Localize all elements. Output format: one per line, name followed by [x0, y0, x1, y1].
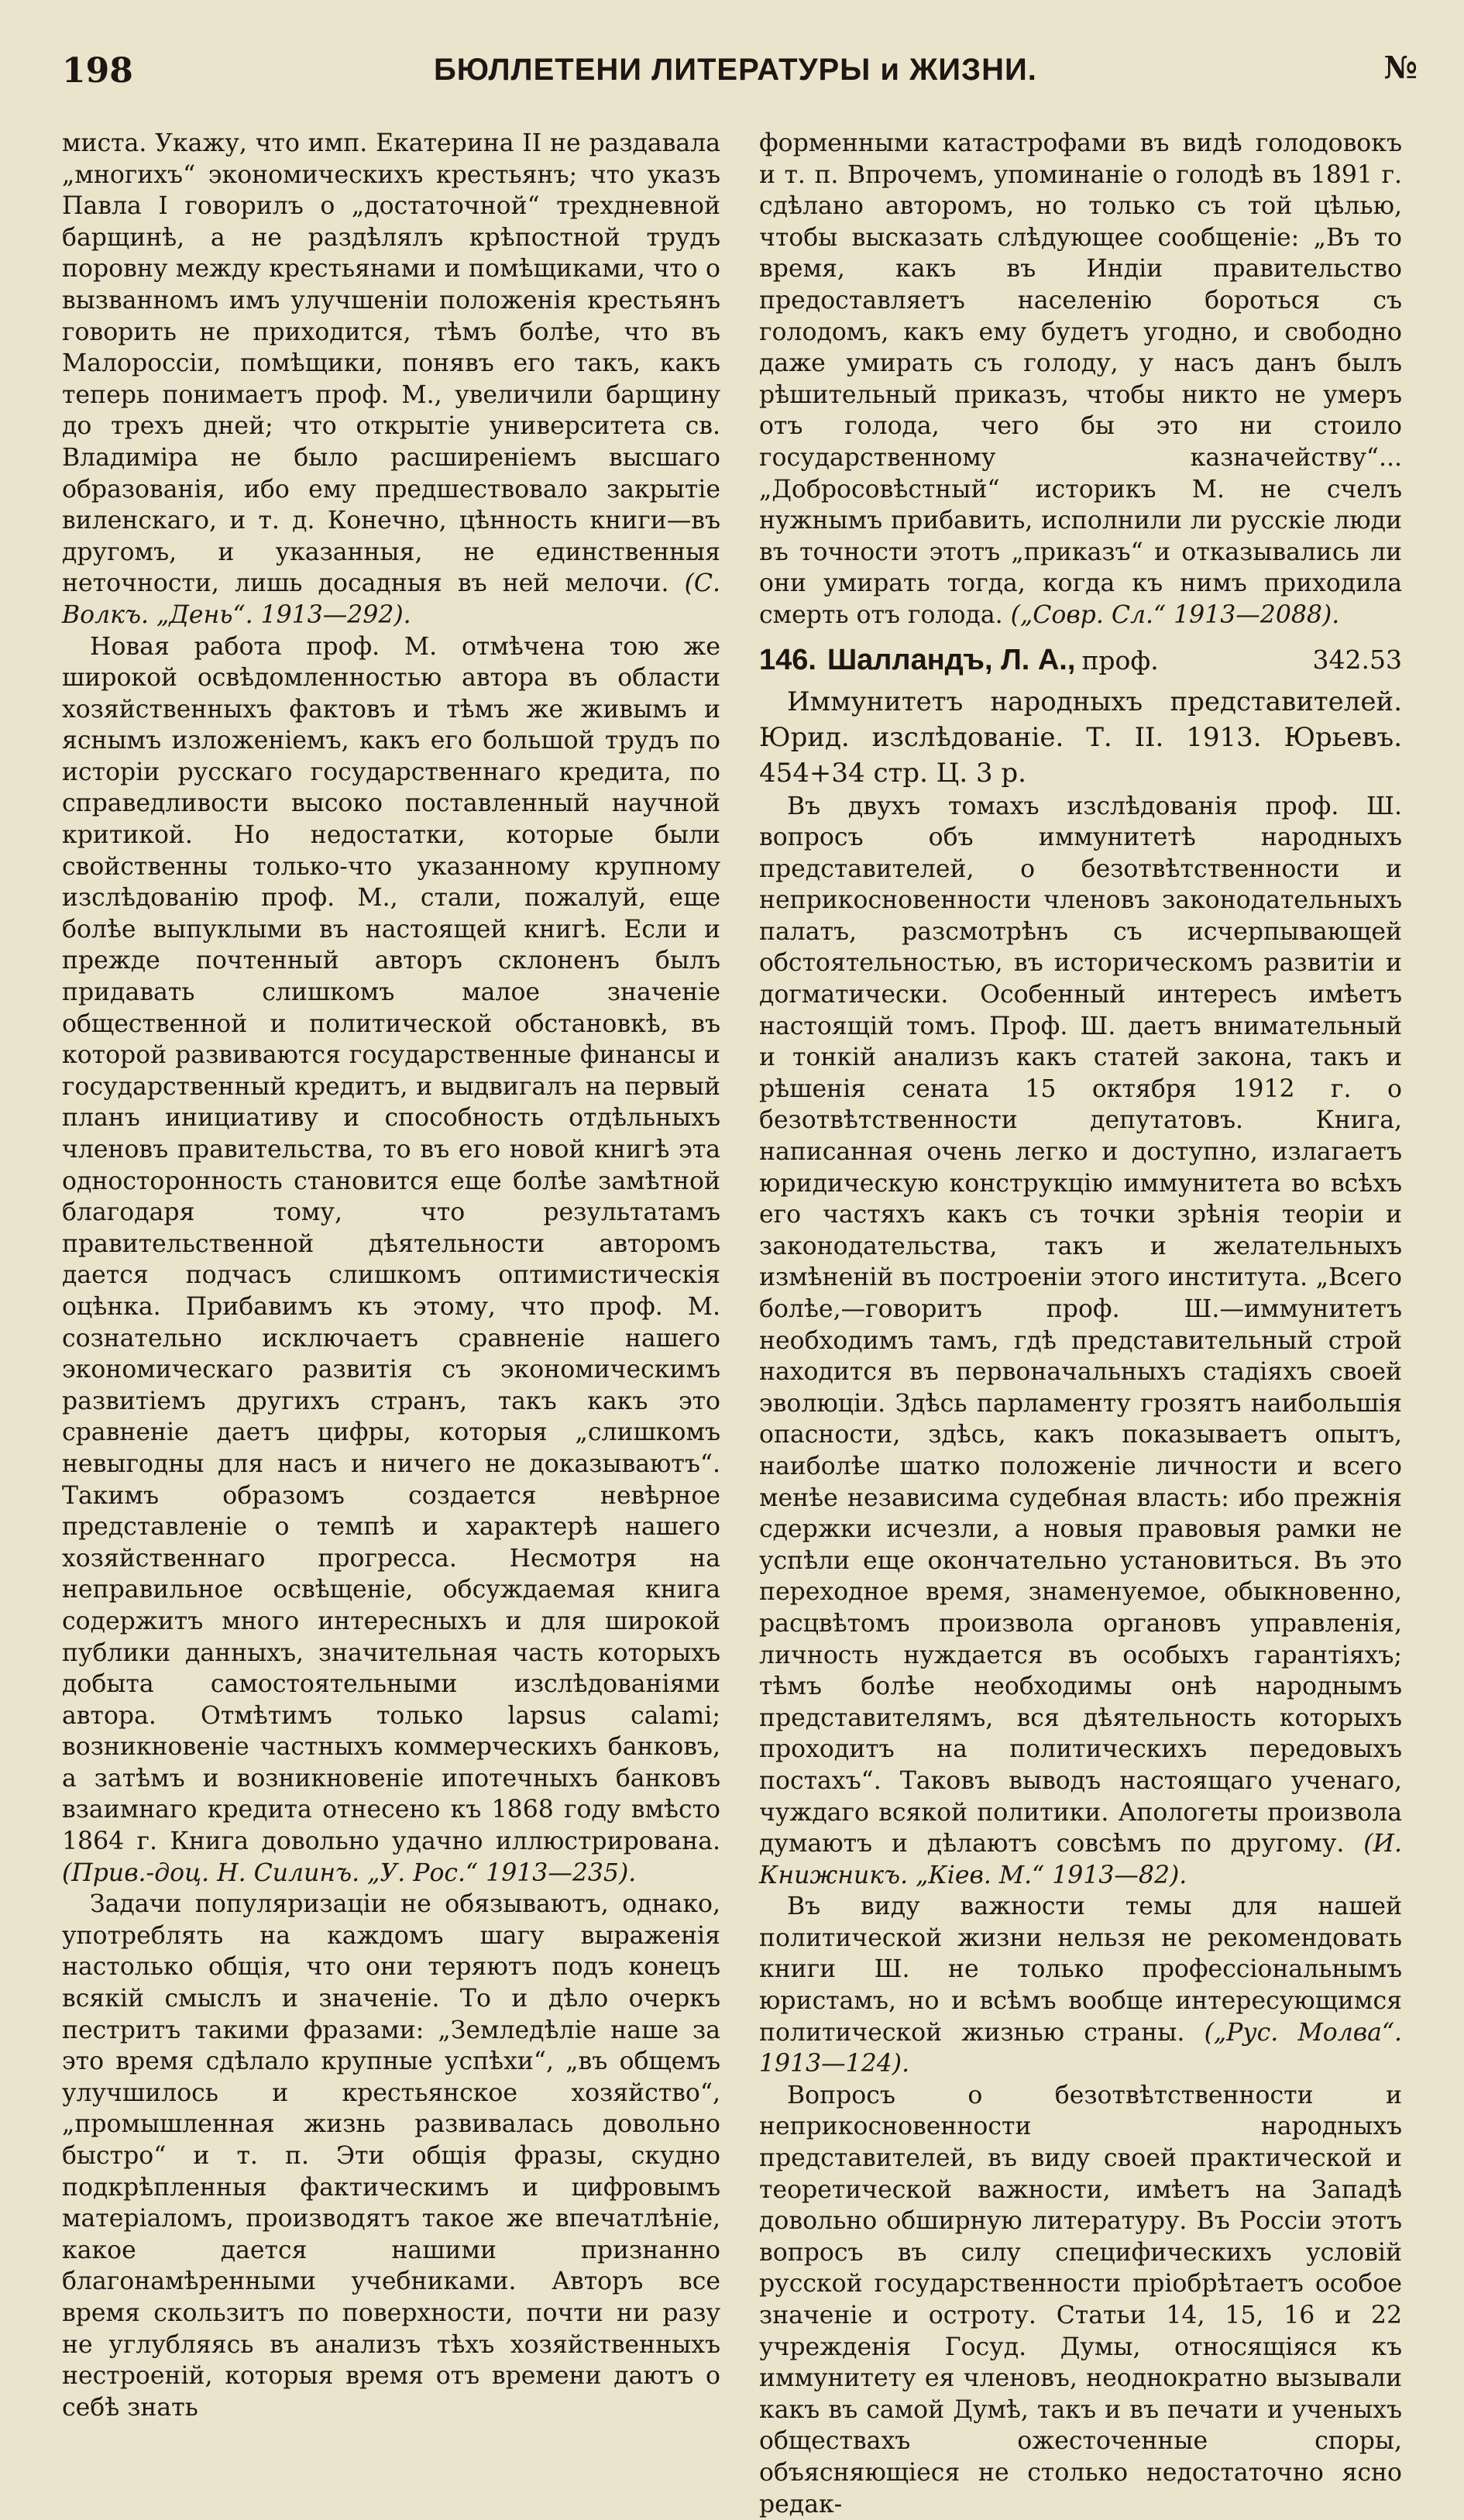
bibliography-entry-heading [759, 639, 1402, 681]
entry-author: Шалландъ, Л. А., [827, 643, 1076, 676]
paragraph: форменными катастрофами въ видѣ голодовокъ и т. п. Впрочемъ, упоминаніе о голодѣ въ 1891 г. сдѣлано авторомъ, но только съ той цѣлью, чтобы высказать слѣдующее сообщеніе: „Въ то время, какъ въ Индіи правительство предоставляетъ населенію бороться съ голодомъ, какъ ему будетъ угодно, и свободно даже умирать съ голоду, у насъ данъ былъ рѣшительный приказъ, чтобы никто не умеръ отъ голода, чего бы это ни стоило государственному казначейству“... „Добросовѣстный“ историкъ М. не счелъ нужнымъ прибавить, исполнили ли русскіе люди въ точности этотъ „приказъ“ и отказывались ли они умирать тогда, когда къ нимъ приходила смерть отъ голода. („Совр. Сл.“ 1913—2088). [759, 129, 1402, 629]
paragraph: Вопросъ о безотвѣтственности и неприкосновенности народныхъ представителей, въ виду своей практической и теоретической важности, имѣетъ на Западѣ довольно обширную литературу. Въ Россіи этотъ вопросъ въ силу специфическихъ условій русской государственности пріобрѣтаетъ особое значеніе и остроту. Статьи 14, 15, 16 и 22 учрежденія Госуд. Думы, относящіяся къ иммунитету ея членовъ, неоднократно вызывали какъ въ самой Думѣ, такъ и въ печати и ученыхъ обществахъ ожесточенные споры, объясняющіеся не столько недостаточно ясно редак- [759, 2081, 1402, 2518]
citation: („Рус. Молва“. 1913—124). [759, 2018, 1402, 2078]
left-column [62, 128, 720, 2422]
citation: (С. Волкъ. „День“. 1913—292). [62, 569, 720, 629]
entry-author-title: проф. [1081, 645, 1159, 676]
right-column [759, 128, 1402, 2518]
citation: (И. Книжникъ. „Кiев. М.“ 1913—82). [759, 1830, 1402, 1889]
page-header [62, 46, 1418, 101]
paragraph: Задачи популяризаціи не обязываютъ, однако, употреблять на каждомъ шагу выраженія настолько общія, что они теряютъ подъ конецъ всякій смыслъ и значеніе. То и дѣло очеркъ пестритъ такими фразами: „Земледѣліе наше за это время сдѣлало крупные успѣхи“, „въ общемъ улучшилось и крестьянское хозяйство“, „промышленная жизнь развивалась довольно быстро“ и т. п. Эти общія фразы, скудно подкрѣпленныя фактическимъ и цифровымъ матеріаломъ, производятъ такое же впечатлѣніе, какое дается нашими признанно благонамѣренными учебниками. Авторъ все время скользитъ по поверхности, почти ни разу не углубляясь въ анализъ тѣхъ хозяйственныхъ нестроеній, которыя время отъ времени даютъ о себѣ знать [62, 1890, 720, 2422]
entry-number: 146. [759, 643, 816, 676]
page-number: 198 [62, 51, 133, 91]
citation: (Прив.-доц. Н. Силинъ. „У. Рос.“ 1913—235). [62, 1858, 637, 1887]
citation: („Совр. Сл.“ 1913—2088). [1010, 600, 1340, 629]
paragraph: Новая работа проф. М. отмѣчена тою же широкой освѣдомленностью автора въ области хозяйственныхъ фактовъ и тѣмъ же живымъ и яснымъ изложеніемъ, какъ его большой трудъ по исторіи русскаго государственнаго кредита, по справедливости высоко поставленный научной критикой. Но недостатки, которые были свойственны только-что указанному крупному изслѣдованію проф. М., стали, пожалуй, еще болѣе выпуклыми въ настоящей книгѣ. Если и прежде почтенный авторъ склоненъ былъ придавать слишкомъ малое значеніе общественной и политической обстановкѣ, въ которой развиваются государственные финансы и государственный кредитъ, и выдвигалъ на первый планъ инициативу и способность отдѣльныхъ членовъ правительства, то въ его новой книгѣ эта односторонность становится еще болѣе замѣтной благодаря тому, что результатамъ правительственной дѣятельности авторомъ дается подчасъ слишкомъ оптимистическія оцѣнка. Прибавимъ къ этому, что проф. М. сознательно исключаетъ сравненіе нашего экономическаго развитія съ экономическимъ развитіемъ другихъ странъ, такъ какъ это сравненіе даетъ цифры, которыя „слишкомъ невыгодны для насъ и ничего не доказываютъ“. Такимъ образомъ создается невѣрное представленіе о темпѣ и характерѣ нашего хозяйственнаго прогресса. Несмотря на неправильное освѣщеніе, обсуждаемая книга содержитъ много интересныхъ и для широкой публики данныхъ, значительная часть которыхъ добыта самостоятельными изслѣдованіями автора. Отмѣтимъ только lapsus calami; возникновеніе частныхъ коммерческихъ банковъ, а затѣмъ и возникновеніе ипотечныхъ банковъ взаимнаго кредита отнесено къ 1868 году вмѣсто 1864 г. Книга довольно удачно иллюстрирована. (Прив.-доц. Н. Силинъ. „У. Рос.“ 1913—235). [62, 632, 720, 1887]
issue-number-sign: № [1383, 50, 1418, 86]
classification-code: 342.53 [1312, 644, 1402, 675]
entry-description: Иммунитетъ народныхъ представителей. Юрид. изслѣдованіе. Т. II. 1913. Юрьевъ. 454+34 стр. Ц. 3 р. [759, 686, 1402, 789]
paragraph: Въ двухъ томахъ изслѣдованія проф. Ш. вопросъ объ иммунитетѣ народныхъ представителей, о безотвѣтственности и неприкосновенности членовъ законодательныхъ палатъ, разсмотрѣнъ съ исчерпывающей обстоятельностью, въ историческомъ развитіи и догматически. Особенный интересъ имѣетъ настоящій томъ. Проф. Ш. даетъ внимательный и тонкій анализъ какъ статей закона, такъ и рѣшенія сената 15 октября 1912 г. о безотвѣтственности депутатовъ. Книга, написанная очень легко и доступно, излагаетъ юридическую конструкцію иммунитета во всѣхъ его частяхъ какъ съ точки зрѣнія теоріи и законодательства, такъ и желательныхъ измѣненій въ построеніи этого института. „Всего болѣе,—говоритъ проф. Ш.—иммунитетъ необходимъ тамъ, гдѣ представительный строй находится въ первоначальныхъ стадіяхъ своей эволюціи. Здѣсь парламенту грозятъ наибольшія опасности, здѣсь, какъ показываетъ опытъ, наиболѣе шатко положеніе личности и всего менѣе независима судебная власть: ибо прежнія сдержки исчезли, а новыя правовыя рамки не успѣли еще окончательно установиться. Въ это переходное время, знаменуемое, обыкновенно, расцвѣтомъ произвола органовъ управленія, личность нуждается въ особыхъ гарантіяхъ; тѣмъ болѣе необходимы онѣ народнымъ представителямъ, вся дѣятельность которыхъ проходитъ на политическихъ передовыхъ постахъ“. Таковъ выводъ настоящаго ученаго, чуждаго всякой политики. Апологеты произвола думаютъ и дѣлаютъ совсѣмъ по другому. (И. Книжникъ. „Кiев. М.“ 1913—82). [759, 792, 1402, 1889]
running-title: БЮЛЛЕТЕНИ ЛИТЕРАТУРЫ и ЖИЗНИ. [434, 53, 1037, 87]
paragraph: миста. Укажу, что имп. Екатерина II не раздавала „многихъ“ экономическихъ крестьянъ; что указъ Павла I говорилъ о „достаточной“ трехдневной барщинѣ, а не раздѣлялъ крѣпостной трудъ поровну между крестьянами и помѣщиками, что о вызванномъ имъ улучшеніи положенія крестьянъ говорить не приходится, тѣмъ болѣе, что въ Малороссіи, помѣщики, понявъ его такъ, какъ теперь понимаетъ проф. М., увеличили барщину до трехъ дней; что открытіе университета св. Владиміра не было расширеніемъ высшаго образованія, ибо ему предшествовало закрытіе виленскаго, и т. д. Конечно, цѣнность книги—въ другомъ, и указанныя, не единственныя неточности, лишь досадныя въ ней мелочи. (С. Волкъ. „День“. 1913—292). [62, 129, 720, 629]
paragraph: Въ виду важности темы для нашей политической жизни нельзя не рекомендовать книги Ш. не только профессіональнымъ юристамъ, но и всѣмъ вообще интересующимся политической жизнью страны. („Рус. Молва“. 1913—124). [759, 1893, 1402, 2078]
